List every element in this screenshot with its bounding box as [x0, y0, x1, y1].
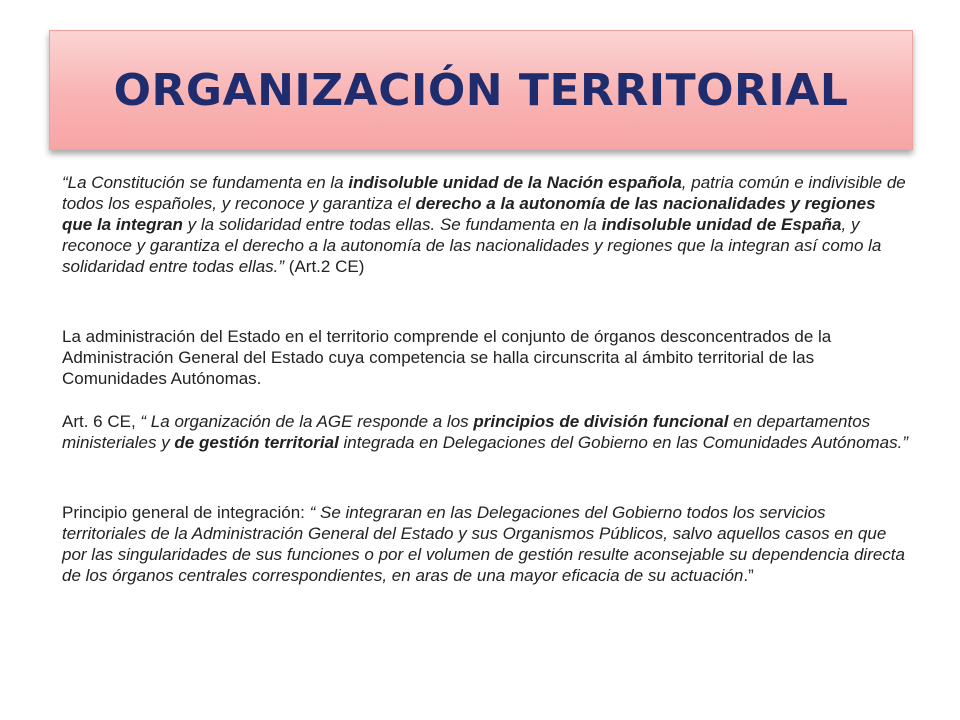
quote-text: integrada en Delegaciones del Gobierno en las Comunidades Autónomas.”: [338, 433, 909, 452]
quote-text: , y reconoce y garantiza el derecho a la autonomía de las nacionalidades y regiones que la integran así como la solidaridad entre todas ellas.”: [62, 215, 882, 276]
quote-text: y la solidaridad entre todas ellas. Se fundamenta en la: [182, 215, 602, 234]
article-label: Art. 6 CE,: [62, 412, 141, 431]
paragraph-administration: [62, 326, 910, 389]
quote-text: “La Constitución se fundamenta en la: [62, 173, 349, 192]
emphasis-text: principios de división funcional: [473, 412, 729, 431]
paragraph-constitution: [62, 172, 910, 277]
principle-label: Principio general de integración:: [62, 503, 310, 522]
quote-text: , patria común e indivisible de todos los españoles, y reconoce y garantiza el: [62, 173, 906, 213]
slide-title: ORGANIZACIÓN TERRITORIAL: [113, 64, 849, 116]
title-box: [49, 30, 913, 150]
quote-text: en departamentos ministeriales y: [62, 412, 871, 452]
closing-quote: .”: [743, 566, 754, 585]
article-reference: (Art.2 CE): [284, 257, 365, 276]
quote-text: “ La organización de la AGE responde a los: [140, 412, 474, 431]
paragraph-article-6: [62, 411, 910, 453]
paragraph-integration-principle: [62, 502, 910, 586]
emphasis-text: indisoluble unidad de la Nación española: [348, 173, 682, 192]
quote-text: “ Se integraran en las Delegaciones del Gobierno todos los servicios territoriales de la Administración General del Estado y sus Organismos Públicos, salvo aquellos casos en que por las singularidades de sus funciones o por el volumen de gestión resulte aconsejable su dependencia directa de los órganos centrales correspondientes, en aras de una mayor eficacia de su actuación: [62, 503, 905, 585]
emphasis-text: de gestión territorial: [174, 433, 339, 452]
emphasis-text: derecho a la autonomía de las nacionalidades y regiones que la integran: [62, 194, 876, 234]
emphasis-text: indisoluble unidad de España: [601, 215, 842, 234]
administration-text: La administración del Estado en el territorio comprende el conjunto de órganos desconcentrados de la Administración General del Estado cuya competencia se halla circunscrita al ámbito territorial de las Comunidades Autónomas.: [62, 327, 832, 388]
